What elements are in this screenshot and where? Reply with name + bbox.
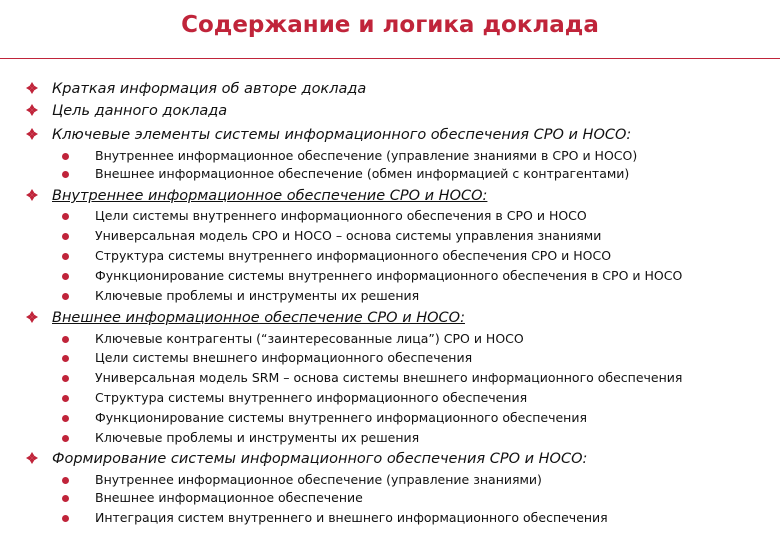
dot-bullet-icon xyxy=(62,253,69,260)
outline-item-label: Краткая информация об авторе доклада xyxy=(52,81,367,97)
dot-bullet-icon xyxy=(62,395,69,402)
outline-item-label: Универсальная модель СРО и НОСО – основа системы управления знаниями xyxy=(95,228,602,243)
outline-item-label: Ключевые проблемы и инструменты их решения xyxy=(95,430,420,445)
dot-bullet-icon xyxy=(62,171,69,178)
diamond-bullet-icon xyxy=(26,189,38,201)
diamond-bullet-icon xyxy=(26,82,38,94)
outline-item-label: Внешнее информационное обеспечение СРО и НОСО: xyxy=(52,310,465,326)
dot-bullet-icon xyxy=(62,515,69,522)
outline-item-label: Внешнее информационное обеспечение xyxy=(95,490,363,505)
outline-item-label: Цели системы внешнего информационного обеспечения xyxy=(95,350,473,365)
dot-bullet-icon xyxy=(62,495,69,502)
outline-item-label: Внутреннее информационное обеспечение (управление знаниями) xyxy=(95,472,542,487)
outline-item-label: Формирование системы информационного обеспечения СРО и НОСО: xyxy=(52,451,588,467)
title-divider xyxy=(0,58,780,59)
outline-item-label: Цели системы внутреннего информационного обеспечения в СРО и НОСО xyxy=(95,208,587,223)
outline-item-label: Функционирование системы внутреннего информационного обеспечения xyxy=(95,410,587,425)
dot-bullet-icon xyxy=(62,233,69,240)
outline-item-label: Внутреннее информационное обеспечение СРО и НОСО: xyxy=(52,188,488,204)
diamond-bullet-icon xyxy=(26,128,38,140)
dot-bullet-icon xyxy=(62,355,69,362)
outline-item-label: Ключевые проблемы и инструменты их решения xyxy=(95,288,420,303)
outline-item-label: Универсальная модель SRM – основа системы внешнего информационного обеспечения xyxy=(95,370,683,385)
outline-item-label: Ключевые элементы системы информационного обеспечения СРО и НОСО: xyxy=(52,127,632,143)
diamond-bullet-icon xyxy=(26,104,38,116)
page-title: Содержание и логика доклада xyxy=(181,12,599,38)
dot-bullet-icon xyxy=(62,375,69,382)
outline-item-label: Внешнее информационное обеспечение (обмен информацией с контрагентами) xyxy=(95,166,630,181)
outline-item-label: Интеграция систем внутреннего и внешнего информационного обеспечения xyxy=(95,510,608,525)
outline-item-label: Цель данного доклада xyxy=(52,103,228,119)
dot-bullet-icon xyxy=(62,293,69,300)
dot-bullet-icon xyxy=(62,477,69,484)
dot-bullet-icon xyxy=(62,153,69,160)
outline-item-label: Структура системы внутреннего информационного обеспечения СРО и НОСО xyxy=(95,248,612,263)
dot-bullet-icon xyxy=(62,336,69,343)
diamond-bullet-icon xyxy=(26,452,38,464)
dot-bullet-icon xyxy=(62,213,69,220)
dot-bullet-icon xyxy=(62,273,69,280)
outline-item-label: Структура системы внутреннего информационного обеспечения xyxy=(95,390,528,405)
dot-bullet-icon xyxy=(62,415,69,422)
outline-item-label: Ключевые контрагенты (“заинтересованные лица”) СРО и НОСО xyxy=(95,331,524,346)
dot-bullet-icon xyxy=(62,435,69,442)
diamond-bullet-icon xyxy=(26,311,38,323)
outline-item-label: Функционирование системы внутреннего информационного обеспечения в СРО и НОСО xyxy=(95,268,683,283)
outline-item-label: Внутреннее информационное обеспечение (управление знаниями в СРО и НОСО) xyxy=(95,148,638,163)
